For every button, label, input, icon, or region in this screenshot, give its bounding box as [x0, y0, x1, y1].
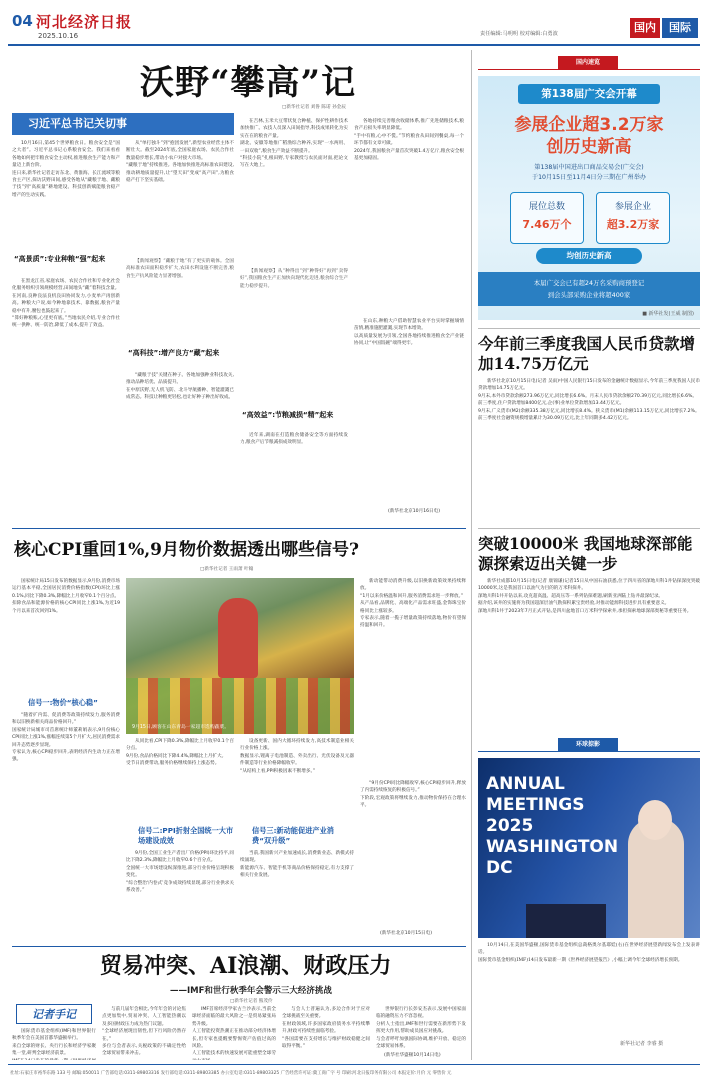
canton-fair-infographic — [478, 76, 700, 320]
rule — [12, 528, 466, 529]
cpi-col1-text-a: 国家统计局15日发布的数据显示,9月份,消费市场运行基本平稳,全国居民消费价格指数(CPI)环比上涨0.1%,同比下降0.3%,降幅比上月收窄0.1个百分点。 扣除食品和能源价格的核心CPI同比上涨1%,为近19个月以来首次回到1%。 — [12, 579, 120, 614]
infographic-credit: ■ 新华社发(王威 制图) — [642, 311, 694, 317]
exhibitor-label: 参展企业 — [614, 202, 651, 212]
podium — [526, 904, 606, 938]
top-col3-text-b: 近年来,湖南在打造粮食储备安全等方面持续发力,粮食产后节粮减损成效明显。 — [240, 433, 348, 446]
top-col1-subhead: “高景质”:专业种粮“强”起来 — [14, 255, 106, 263]
imf-dateline: (新华社华盛顿10月14日电) — [384, 1053, 441, 1058]
top-col3-text-a: 在吉林,玉米大豆带状复合种植、保护性耕作技术加快推广。农技人员深入田间指导,科技成果转化为实实在在的粮食产量。 湖北、安徽等地推广稻渔综合种养,实现“一水两用、一田双收”,粮食生产效益不断提升。 “科技小院”扎根田野,专家教授与农民面对面,把论文写在大地上。 — [240, 119, 348, 169]
exhibitor-stat — [596, 192, 670, 244]
fair-intro-2: 于10月15日至11月4日分三期在广州举办 — [531, 174, 647, 181]
imf-press-photo — [478, 758, 700, 938]
footer-rule — [8, 1064, 700, 1065]
top-col3-subhead: “高效益”:节粮减损“精”起来 — [242, 411, 334, 419]
world-photo-tag — [478, 738, 700, 752]
imf-byline: □新华社记者 熊茂伶 — [230, 999, 273, 1004]
section-domestic: 国内 — [630, 18, 660, 38]
cpi-col4-text-b: “9月份CPI同比降幅收窄,核心CPI稳步回升,释放了内需持续恢复的积极信号。” 下阶段,宏观政策将继续发力,推动物价保持在合理水平。 — [360, 781, 466, 809]
page-header — [0, 0, 708, 46]
fair-title-bar — [518, 84, 660, 104]
imf-col4-text: 与会人士普遍认为,多边合作对于应对全球挑战至关重要。 在财政领域,许多国家政府债务水平持续攀升,财政可持续性面临考验。 “各国需要在支持增长与维护财政稳健之间取得平衡。” — [282, 1007, 370, 1050]
photo-credit: 新华社记者 李睿 摄 — [620, 1041, 664, 1047]
supermarket-photo — [126, 578, 354, 734]
cpi-dateline: (新华社北京10月15日电) — [380, 931, 433, 936]
top-col2-subhead: “高科技”:增产良方“藏”起来 — [128, 349, 220, 357]
rule — [478, 328, 700, 329]
rmb-loan-text: 新华社北京10月15日电(记者 吴雨)中国人民银行15日发布的金融统计数据显示,今年前三季度我国人民币贷款增加14.75万亿元。 9月末,本外币贷款余额273.96万亿元,同比增长6.6%。月末人民币贷款余额270.39万亿元,同比增长6.6%。 前三季度,住户贷款增加8400亿元,企(事)业单位贷款增加13.44万亿元。 9月末,广义货币(M2)余额335.38万亿元,同比增长8.4%。狭义货币(M1)余额113.15万亿元,同比增长7.2%。 前三季度社会融资规模增量累计为30.09万亿元,比上年同期多4.42万亿元。 — [478, 379, 700, 422]
cpi-col4-text-a: 新动能带动消费升级,以旧换新政策效果持续释放。 “1月以来价格温和回升,服务消费需求进一步释放。” 从产品看,品牌化、高端化产品需求旺盛,金饰珠宝价格同比上涨较多。 专家表示,随着一揽子增量政策持续落地,物价有望保持温和回升。 — [360, 579, 466, 629]
world-photo-tag-text: 环球掠影 — [558, 738, 618, 751]
cpi-col3-subhead: 信号三:新动能促进产业消费“双升级” — [252, 826, 334, 845]
top-col4-text-a: 各地持续完善粮食收储体系,推广先进储粮技术,粮食产后损失率明显降低。 “手中有粮,心中不慌。”节约粮食从田间到餐桌,每一个环节都有文章可做。 2024年,我国粮食产量首次突破1.4万亿斤,粮食安全根基更加稳固。 — [354, 119, 464, 162]
photo-backdrop-text: ANNUAL MEETINGS 2025 WASHINGTON DC — [486, 774, 619, 878]
speaker-head — [638, 800, 672, 840]
top-col3-observation: 【新闻观察】从“种得出”到“种得好”再到“卖得好”,我国粮食生产正加快向现代化迈进,粮食综合生产能力稳步提升。 — [240, 269, 348, 289]
fair-headline: 参展企业超3.2万家 — [514, 115, 664, 135]
imf-headline: 贸易冲突、AI浪潮、财政压力 — [100, 953, 392, 979]
header-rule — [8, 44, 700, 46]
photo-caption-overlay: 9月15日,顾客在山东青岛一家超市选购蔬菜。 — [132, 725, 230, 730]
imf-col2-text: 与前几届年会相比,今年年会的讨论焦点更加集中,贸易冲突、人工智能热潮以及多国财政压力成为热门议题。 “全球经济展现出韧性,但下行风险仍然存在。” 多位与会者表示,关税政策的不确定性给全球贸易带来冲击。 — [102, 1007, 186, 1057]
top-headline: 沃野“攀高”记 — [140, 63, 357, 103]
top-dateline: (新华社北京10月16日电) — [388, 509, 441, 514]
imf-col5-text: 世界银行行长彭安杰表示,发展中国家面临的融资压力不容忽视。 分析人士指出,IMF和世行需要在新形势下发挥更大作用,帮助成员国应对挑战。 与会者呼吁加强国际协调,维护开放、稳定的全球贸易体系。 — [376, 1007, 466, 1050]
cpi-col1-text-b: “随着扩内需、促消费等政策持续发力,服务消费和以旧换新相关商品价格回升。” 国家统计局城市司首席统计师董莉娟表示,9月份核心CPI同比上涨1%,涨幅连续第5个月扩大,居民消费需求回升态势逐步显现。 专家认为,核心CPI稳步回升,表明经济内生动力正在增强。 — [12, 713, 120, 763]
buyer-note-2: 到会头部采购企业将超400家 — [547, 291, 631, 299]
deep-well-text: 新华社成都10月15日电(记者 康锦谦)记者15日从中国石油获悉,位于四川省的深地川科1井钻探深度突破10000米,这是我国首口以油气为目的的万米科探井。 深地川科1井开钻以来,攻克超高温、超高压等一系列钻探难题,刷新亚洲陆上钻井最深纪录。 据介绍,该井的实施将为我国超深层油气勘探积累宝贵经验,对推动能源科技进步具有重要意义。 深地川科1井于2023年7月正式开钻,是四川盆地首口万米科学探索井,承担探索地球深部奥秘等重要任务。 — [478, 579, 700, 614]
cpi-col2-text-a: 从同比看,CPI下降0.3%,降幅比上月收窄0.1个百分点。 9月份,食品价格同比下降4.4%,降幅比上月扩大。 受节日消费带动,服务价格继续保持上涨态势。 — [126, 739, 234, 767]
cpi-col1-subhead: 信号一:物价“核心稳” — [28, 698, 98, 707]
fair-headline-2: 创历史新高 — [546, 137, 632, 157]
imf-col1-text: 国际货币基金组织(IMF)和世界银行秋季年会在美国首都华盛顿举行。 来自全球的财长、央行行长和经济学家聚集一堂,研判全球经济前景。 — [12, 1029, 96, 1057]
cpi-col3-text-b: 当前,我国新兴产业加速成长,消费新业态、新模式持续涌现。 新能源汽车、智能手机等商品价格保持稳定,有力支撑了相关行业发展。 — [240, 851, 354, 879]
rule — [478, 528, 700, 529]
cpi-headline: 核心CPI重回1%,9月物价数据透出哪些信号? — [14, 540, 359, 560]
cpi-col2-subhead: 信号二:PPI折射全国统一大市场建设成效 — [138, 826, 234, 845]
paper-name: 河北经济日报 — [36, 13, 133, 31]
editors-line: 责任编辑:马明明 校对编辑:白勇波 — [480, 31, 558, 37]
booth-value: 7.46万个 — [522, 218, 572, 231]
column-divider — [471, 50, 472, 1060]
issue-date: 2025.10.16 — [38, 32, 79, 40]
booth-label: 展位总数 — [528, 202, 565, 212]
exhibitor-value: 超3.2万家 — [606, 218, 660, 231]
booth-stat — [510, 192, 584, 244]
top-col4-text-b: 在山东,种粮大户借助智慧农业平台实时掌握墒情苗情,精准施肥灌溉,实现节本增效。 以高质量发展为引领,全国各地持续推进粮食全产业链协同,让“中国饭碗”端得更牢。 — [354, 319, 464, 347]
photo-caption: 10月14日,在美国华盛顿,国际货币基金组织总裁格奥尔基耶娃(右)在世界经济展望新闻发布会上发表讲话。 国际货币基金组织(IMF)14日发布最新一期《世界经济展望报告》,小幅上调今年全球经济增长预期。 — [478, 943, 700, 963]
footer-info: 社址:石家庄市裕华东路 133 号 邮编:050011 广告部电话:0311-89803316 发行部电话:0311-89803385 办公室电话:0311-89803325 广告经营许可证:冀工商广字 号 印刷:河北日报印务有限公司 本报定价:月价 元 零售价 元 — [10, 1071, 452, 1076]
topic-banner — [12, 113, 234, 135]
top-col2-text-b: “藏粮于技”关键在种子。各地加强种业科技攻关,推动品种培优、品质提升。 在中原沃野,无人机飞防、北斗导航播种、智能灌溉已成常态。科技让种粮更轻松,也让好种子种出好收成。 — [126, 373, 234, 401]
record-badge — [536, 248, 642, 264]
reporter-note-text: 记者手记 — [32, 1008, 76, 1021]
domestic-brief-tag-text: 国内速览 — [558, 56, 618, 69]
record-badge-text: 均创历史新高 — [566, 251, 612, 260]
top-col1-text-a: 10月16日,第45个世界粮食日。粮食安全是“国之大者”。习近平总书记心系粮食安全。我们来看看各地如何把牢粮食安全主动权,推进粮食生产能力和产量迈上新台阶。 连日来,新华社记者走访东北、黄淮海、长江流域等粮食主产区,探访沃野田间,感受各地从“藏粮于地、藏粮于技”到“高质量”耕地建设、科技创新赋能粮食稳产增产的生动实践。 — [12, 141, 120, 198]
page-number: 04 — [12, 12, 33, 30]
rmb-loan-headline: 今年前三季度我国人民币贷款增加14.75万亿元 — [478, 334, 696, 373]
cpi-col2-text-b: 9月份,全国工业生产者出厂价格(PPI)环比持平,同比下降2.3%,降幅比上月收窄0.6个百分点。 全国统一大市场建设纵深推进,部分行业价格呈现积极变化。 “综合整治‘内卷式’竞争成效持续显现,部分行业供求关系改善。” — [126, 851, 234, 894]
topic-banner-text: 习近平总书记关切事 — [28, 117, 127, 130]
fair-title: 第138届广交会开幕 — [541, 88, 637, 100]
top-byline: □新华社记者 刘鲁 陈诺 孙金辰 — [282, 105, 346, 110]
top-col2-text-a: 从“单打独斗”到“抱团发展”,新型农业经营主体不断壮大。截至2024年底,全国家庭农场、农民合作社数量稳步增长,带动小农户对接大市场。 “藏粮于地”持续推进。各地加快推进高标准农田建设,推动耕地质量提升,让“望天田”变成“高产田”,为粮食稳产打下坚实基础。 — [126, 141, 234, 184]
imf-subheadline: ——IMF和世行秋季年会警示三大经济挑战 — [170, 986, 332, 996]
imf-col3-text: IMF首席经济学家古兰沙表示,当前全球经济面临的最大风险之一是贸易紧张局势升级。 人工智能投资热潮正在推动部分经济体增长,但专家也提醒要警惕资产估值过高的风险。 人工智能技术的快速发展可能重塑全球劳 — [192, 1007, 276, 1057]
buyer-note — [478, 272, 700, 306]
top-col1-text-b: 在黑龙江省,家庭农场、农民合作社和专业化社会化服务组织引领规模经营,田间地头“藏”着科技含量。 在河南,良种良法良机良田协同发力,小麦单产再创新高。种粮大户说,如今种地靠技术、靠数据,粮食产量稳中有升,腰包也鼓起来了。 “算好种粮账,心里更有底。”当地农民介绍,专业合作社统一供种、统一防治,降低了成本,提升了效益。 — [12, 279, 120, 329]
cpi-byline: □新华社记者 王雨萧 叶翰 — [200, 567, 254, 572]
buyer-note-1: 本届广交会已有超24万名采购商预登记 — [533, 279, 645, 287]
deep-well-headline: 突破10000米 我国地球深部能源探索迈出关键一步 — [478, 534, 693, 573]
customer-figure — [218, 598, 258, 678]
domestic-brief-tag — [478, 56, 700, 70]
cpi-col3-text-a: 设备更新、国内大循环持续发力,高技术制造业相关行业价格上涨。 数据显示,锂离子电池制造、外卖出行、光伏设备及元器件制造等行业价格降幅收窄。 “从结构上看,PPI积极因素不断增多。” — [240, 739, 354, 774]
section-international: 国际 — [662, 18, 698, 38]
fair-intro: 第138届中国进出口商品交易会(广交会) — [534, 164, 644, 171]
top-col2-observation: 【新闻观察】“藏粮于地”有了更实的载体。全国高标准农田面积稳步扩大,农田水利设施不断完善,粮食生产抗风险能力显著增强。 — [126, 259, 234, 279]
rule — [12, 946, 466, 947]
reporter-note-tag — [16, 1004, 92, 1024]
